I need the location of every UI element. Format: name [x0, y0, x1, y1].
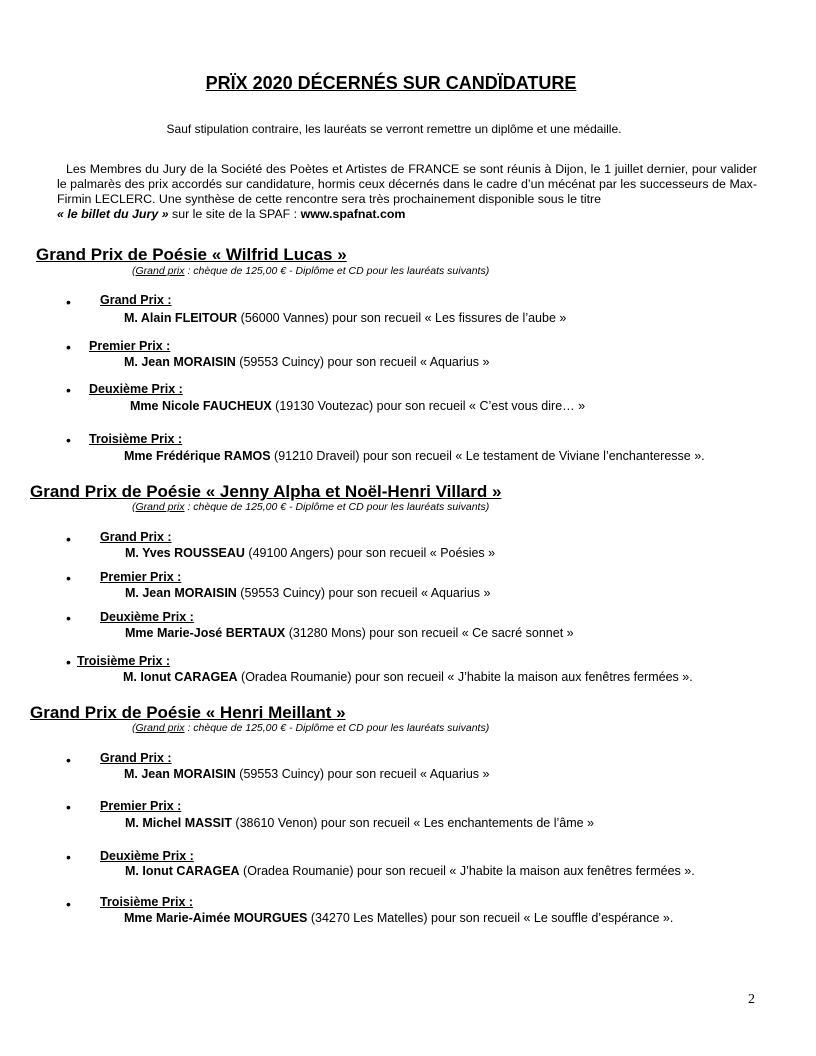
note-rest: : chèque de 125,00 € - Diplôme et CD pour les lauréats suivants) [184, 722, 490, 734]
winner-name: M. Yves ROUSSEAU [125, 546, 245, 560]
note-open: ( [132, 265, 136, 277]
prize-label: Premier Prix : [100, 570, 182, 584]
winner-name: Mme Marie-José BERTAUX [125, 626, 286, 640]
prize-label: Grand Prix : [100, 751, 172, 765]
winner-detail: (Oradea Roumanie) pour son recueil « J’habite la maison aux fenêtres fermées ». [239, 864, 695, 878]
note-grand-prix: Grand prix [135, 265, 185, 277]
winner-name: M. Michel MASSIT [125, 816, 232, 830]
winner-line [124, 311, 566, 325]
note-open: ( [132, 501, 136, 513]
winner-detail: (34270 Les Matelles) pour son recueil « Le souffle d’espérance ». [307, 911, 674, 925]
winner-line [124, 911, 673, 925]
note-rest: : chèque de 125,00 € - Diplôme et CD pour les lauréats suivants) [184, 501, 490, 513]
winner-name: Mme Nicole FAUCHEUX [130, 399, 272, 413]
winner-detail: (38610 Venon) pour son recueil « Les enchantements de l’âme » [231, 816, 594, 830]
section-title: Grand Prix de Poésie « Henri Meillant » [30, 703, 346, 722]
winner-line [125, 546, 495, 560]
prize-label: Deuxième Prix : [89, 382, 183, 396]
winner-line [123, 670, 693, 684]
prize-label: Premier Prix : [89, 339, 171, 353]
winner-name: M. Jean MORAISIN [124, 767, 236, 781]
prize-label: Deuxième Prix : [100, 610, 194, 624]
winner-detail: (Oradea Roumanie) pour son recueil « J’habite la maison aux fenêtres fermées ». [237, 670, 693, 684]
prize-label: Deuxième Prix : [100, 849, 194, 863]
winner-line [124, 355, 489, 369]
subtitle: Sauf stipulation contraire, les lauréats se verront remettre un diplôme et une médaille. [166, 122, 622, 136]
winner-detail: (59553 Cuincy) pour son recueil « Aquarius » [235, 767, 490, 781]
prize-label: Troisième Prix : [100, 895, 194, 909]
winner-name: M. Ionut CARAGEA [125, 864, 240, 878]
note-open: ( [132, 722, 136, 734]
winner-name: M. Ionut CARAGEA [123, 670, 238, 684]
winner-detail: (59553 Cuincy) pour son recueil « Aquarius » [235, 355, 490, 369]
winner-detail: (59553 Cuincy) pour son recueil « Aquarius » [236, 586, 491, 600]
page-title: PRÏX 2020 DÉCERNÉS SUR CANDÏDATURE [205, 73, 577, 93]
prize-label: Grand Prix : [100, 293, 172, 307]
note-grand-prix: Grand prix [135, 722, 185, 734]
bullet: • [66, 849, 71, 865]
intro-paragraph [57, 162, 757, 222]
intro-url: www.spafnat.com [300, 207, 406, 221]
winner-detail: (91210 Draveil) pour son recueil « Le testament de Viviane l’enchanteresse ». [270, 449, 705, 463]
bullet: • [66, 294, 71, 310]
bullet: • [66, 570, 71, 586]
winner-line [125, 626, 574, 640]
bullet: • [66, 896, 71, 912]
bullet: • [66, 432, 71, 448]
winner-detail: (49100 Angers) pour son recueil « Poésies » [244, 546, 496, 560]
winner-line [130, 399, 585, 413]
bullet: • [66, 654, 71, 670]
section-note [132, 501, 489, 513]
winner-line [125, 816, 594, 830]
section-title: Grand Prix de Poésie « Jenny Alpha et Noël-Henri Villard » [30, 482, 502, 501]
prize-label: Premier Prix : [100, 799, 182, 813]
bullet: • [66, 531, 71, 547]
winner-line [124, 449, 705, 463]
intro-after: sur le site de la SPAF : [168, 207, 301, 221]
section-note [132, 722, 489, 734]
winner-name: Mme Frédérique RAMOS [124, 449, 271, 463]
winner-line [125, 586, 490, 600]
winner-detail: (19130 Voutezac) pour son recueil « C’est vous dire… » [271, 399, 586, 413]
winner-name: M. Jean MORAISIN [124, 355, 236, 369]
page-number: 2 [748, 992, 755, 1007]
section-note [132, 265, 489, 277]
intro-billet: « le billet du Jury » [57, 207, 169, 221]
winner-name: M. Alain FLEITOUR [124, 311, 238, 325]
winner-name: M. Jean MORAISIN [125, 586, 237, 600]
note-rest: : chèque de 125,00 € - Diplôme et CD pour les lauréats suivants) [184, 265, 490, 277]
winner-detail: (56000 Vannes) pour son recueil « Les fissures de l’aube » [237, 311, 567, 325]
intro-text: Les Membres du Jury de la Société des Poètes et Artistes de FRANCE se sont réunis à Dijon, le 1 juillet dernier, pour valider le palmarès des prix accordés sur candidature, hormis ceux décernés dans le cadre d’un mécénat par les successeurs de Max-Firmin LECLERC. Une synthèse de cette rencontre sera très prochainement disponible sous le titre [57, 162, 757, 206]
winner-line [124, 767, 489, 781]
bullet: • [66, 339, 71, 355]
note-grand-prix: Grand prix [135, 501, 185, 513]
section-title: Grand Prix de Poésie « Wilfrid Lucas » [36, 245, 347, 264]
bullet: • [66, 799, 71, 815]
winner-name: Mme Marie-Aimée MOURGUES [124, 911, 308, 925]
bullet: • [66, 752, 71, 768]
prize-label: Troisième Prix : [89, 432, 183, 446]
prize-label: Grand Prix : [100, 530, 172, 544]
bullet: • [66, 610, 71, 626]
winner-line [125, 864, 695, 878]
prize-label: Troisième Prix : [77, 654, 171, 668]
bullet: • [66, 382, 71, 398]
winner-detail: (31280 Mons) pour son recueil « Ce sacré sonnet » [285, 626, 574, 640]
